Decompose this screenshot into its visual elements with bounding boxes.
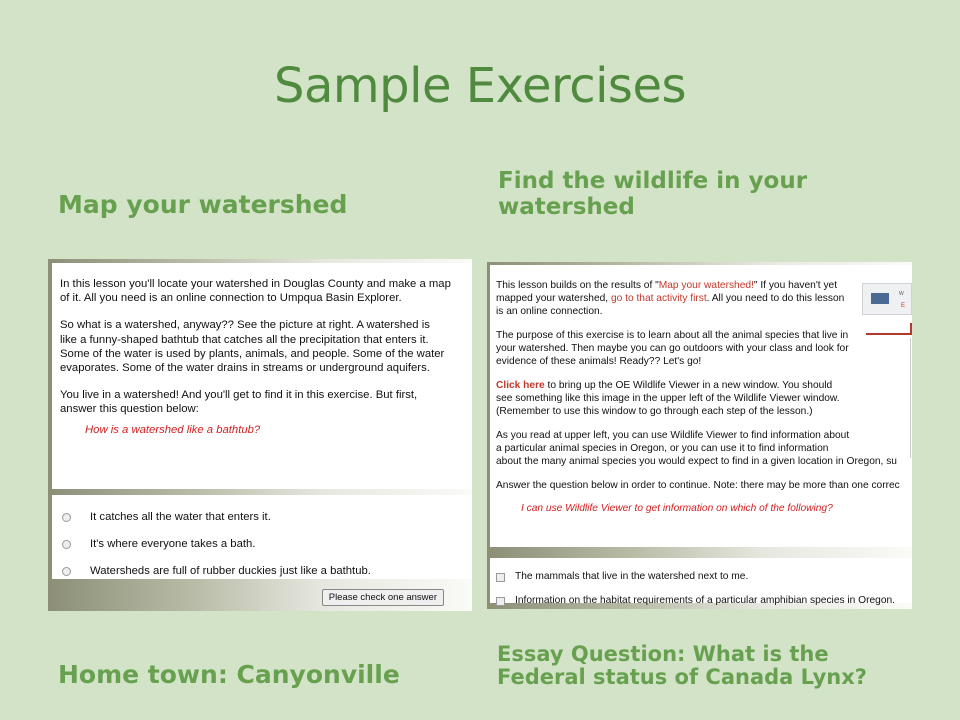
watershed-line: Some of the water is used by plants, animals, and people. Some of the water xyxy=(60,347,445,360)
read-line: about the many animal species you would expect to find in a given location in Oregon, su xyxy=(496,456,897,467)
click-here-paragraph xyxy=(496,379,912,418)
heading-map-your-watershed: Map your watershed xyxy=(58,190,348,219)
radio-button[interactable] xyxy=(62,513,71,522)
answer-option-label: It catches all the water that enters it. xyxy=(90,511,271,524)
heading-home-town: Home town: Canyonville xyxy=(58,660,400,689)
click-here-line xyxy=(496,379,912,392)
callout-line xyxy=(866,333,912,335)
answer-instruction-line: Answer the question below in order to continue. Note: there may be more than one correc xyxy=(496,480,900,491)
intro-paragraph xyxy=(60,277,472,305)
radio-button[interactable] xyxy=(62,540,71,549)
checkbox[interactable] xyxy=(496,573,505,582)
click-here-line: see something like this image in the upper left of the Wildlife Viewer window. xyxy=(496,393,840,404)
map-watershed-link[interactable]: Map your watershed! xyxy=(658,280,754,291)
builds-on-line xyxy=(496,292,912,305)
click-here-line: (Remember to use this window to go through each step of the lesson.) xyxy=(496,406,813,417)
live-paragraph xyxy=(60,388,472,416)
check-answer-button[interactable]: Please check one answer xyxy=(322,589,444,606)
checkbox-option-label: The mammals that live in the watershed next to me. xyxy=(515,570,749,582)
answer-options-panel xyxy=(52,495,472,579)
watershed-paragraph xyxy=(60,318,472,375)
answer-option[interactable] xyxy=(62,504,472,531)
lesson-intro-panel xyxy=(52,263,472,489)
thumbnail-text: W xyxy=(899,291,904,297)
read-paragraph xyxy=(496,429,912,468)
answer-option[interactable] xyxy=(62,531,472,558)
purpose-line: your watershed. Then maybe you can go outdoors with your class and look for xyxy=(496,343,849,354)
wildlife-viewer-thumbnail xyxy=(862,283,912,315)
checkbox-option[interactable] xyxy=(496,589,912,609)
answer-instruction xyxy=(496,479,912,492)
checkbox-options-panel xyxy=(490,558,912,606)
checkbox-option[interactable] xyxy=(496,565,912,589)
click-here-link[interactable]: Click here xyxy=(496,380,545,391)
heading-essay-question: Essay Question: What is the Federal status of Canada Lynx? xyxy=(497,642,867,689)
text: mapped your watershed, xyxy=(496,293,611,304)
wildlife-screenshot xyxy=(487,262,912,609)
text: " If you haven't yet xyxy=(753,280,838,291)
purpose-line: evidence of these animals! Ready?? Let's go! xyxy=(496,356,702,367)
answer-option-label: It's where everyone takes a bath. xyxy=(90,538,256,551)
read-line: As you read at upper left, you can use Wildlife Viewer to find information about xyxy=(496,430,850,441)
text: This lesson builds on the results of " xyxy=(496,280,659,291)
oregon-map-icon xyxy=(871,293,889,304)
first-activity-link[interactable]: go to that activity first xyxy=(610,293,707,304)
bathtub-question: How is a watershed like a bathtub? xyxy=(85,423,261,436)
wildlife-lesson-panel xyxy=(490,265,912,547)
intro-line: of it. All you need is an online connection to Umpqua Basin Explorer. xyxy=(60,292,402,305)
intro-line: In this lesson you'll locate your watershed in Douglas County and make a map xyxy=(60,278,451,290)
thumbnail-text: E xyxy=(901,303,906,309)
watershed-line: like a funny-shaped bathtub that catches all the precipitation that enters it. xyxy=(60,333,429,346)
wildlife-question: I can use Wildlife Viewer to get information on which of the following? xyxy=(521,503,833,514)
heading-find-wildlife: Find the wildlife in your watershed xyxy=(498,168,808,220)
watershed-line: evaporates. Some of the water drains in streams or underground aquifers. xyxy=(60,362,430,375)
live-line: answer this question below: xyxy=(60,403,199,416)
text: to bring up the OE Wildlife Viewer in a new window. You should xyxy=(544,380,833,391)
watershed-line: So what is a watershed, anyway?? See the picture at right. A watershed is xyxy=(60,319,430,332)
map-watershed-screenshot xyxy=(48,259,472,611)
builds-on-paragraph xyxy=(496,279,912,318)
answer-option-label: Watersheds are full of rubber duckies just like a bathtub. xyxy=(90,565,371,578)
checkbox-option-label: Information on the habitat requirements of a particular amphibian species in Oregon. xyxy=(515,594,895,606)
purpose-line: The purpose of this exercise is to learn about all the animal species that live in xyxy=(496,330,849,341)
slide-title: Sample Exercises xyxy=(274,58,686,114)
radio-button[interactable] xyxy=(62,567,71,576)
purpose-paragraph xyxy=(496,329,912,368)
builds-on-line: is an online connection. xyxy=(496,306,603,317)
builds-on-line xyxy=(496,279,912,292)
live-line: You live in a watershed! And you'll get to find it in this exercise. But first, xyxy=(60,389,418,402)
read-line: a particular animal species in Oregon, or you can use it to find information xyxy=(496,443,829,454)
answer-option[interactable] xyxy=(62,558,472,585)
divider xyxy=(910,338,911,458)
checkbox[interactable] xyxy=(496,597,505,606)
text: . All you need to do this lesson xyxy=(706,293,845,304)
